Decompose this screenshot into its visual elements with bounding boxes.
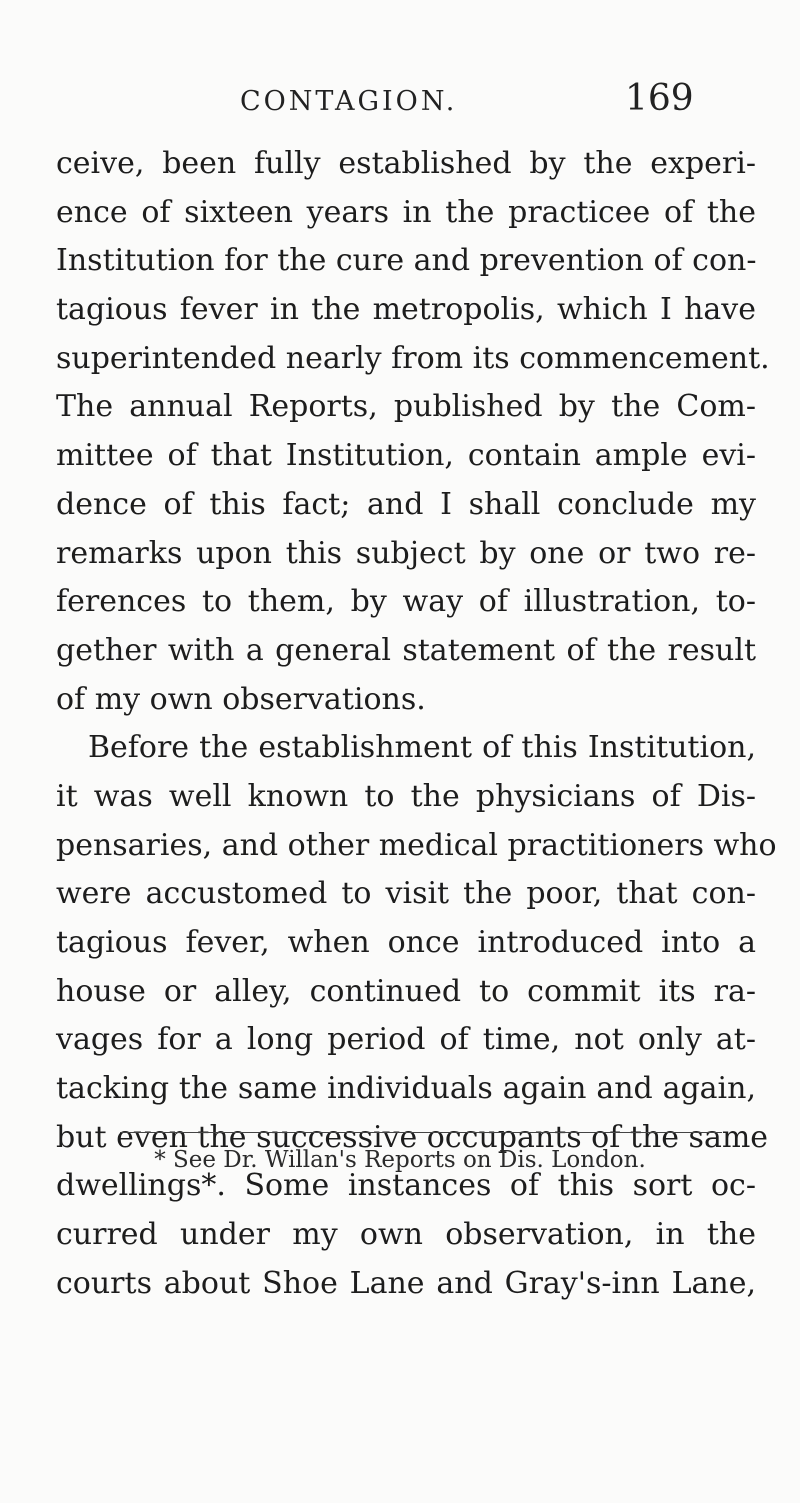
chapter-title: CONTAGION. xyxy=(240,86,458,117)
text-line: dwellings*. Some instances of this sort oc- xyxy=(56,1168,756,1204)
text-line: pensaries, and other medical practitioners who xyxy=(56,827,777,863)
footnote: * See Dr. Willan's Reports on Dis. London. xyxy=(154,1147,646,1173)
text-line: of my own observations. xyxy=(56,681,426,717)
text-line: gether with a general statement of the result xyxy=(56,632,756,668)
text-line: courts about Shoe Lane and Gray's-inn Lane, xyxy=(56,1265,756,1301)
text-line: tagious fever in the metropolis, which I have xyxy=(56,292,756,328)
text-line: tagious fever, when once introduced into a xyxy=(56,925,756,960)
text-line: house or alley, continued to commit its ra- xyxy=(56,973,756,1009)
text-line: curred under my own observation, in the xyxy=(56,1217,756,1253)
text-line: Before the establishment of this Institution, xyxy=(88,730,756,766)
text-line: ferences to them, by way of illustration, to- xyxy=(56,584,756,620)
footnote-divider xyxy=(120,1132,722,1133)
text-line: mittee of that Institution, contain ample evi- xyxy=(56,438,756,474)
text-line: tacking the same individuals again and again, xyxy=(56,1071,756,1107)
body-text xyxy=(56,140,777,1309)
text-line: ceive, been fully established by the experi- xyxy=(56,146,756,181)
text-line: remarks upon this subject by one or two re- xyxy=(56,535,756,571)
text-line: but even the successive occupants of the same xyxy=(56,1119,769,1155)
text-line: ence of sixteen years in the practicee of the xyxy=(56,194,756,230)
text-line: superintended nearly from its commencement. xyxy=(56,340,770,376)
text-line: The annual Reports, published by the Com- xyxy=(56,389,756,425)
text-line: dence of this fact; and I shall conclude my xyxy=(56,486,756,522)
running-head xyxy=(0,78,800,138)
text-line: it was well known to the physicians of Dis- xyxy=(56,778,756,814)
text-line: were accustomed to visit the poor, that con- xyxy=(56,876,756,912)
page-number: 169 xyxy=(625,78,694,119)
text-line: Institution for the cure and prevention of con- xyxy=(56,243,757,279)
text-line: vages for a long period of time, not only at- xyxy=(56,1022,756,1058)
